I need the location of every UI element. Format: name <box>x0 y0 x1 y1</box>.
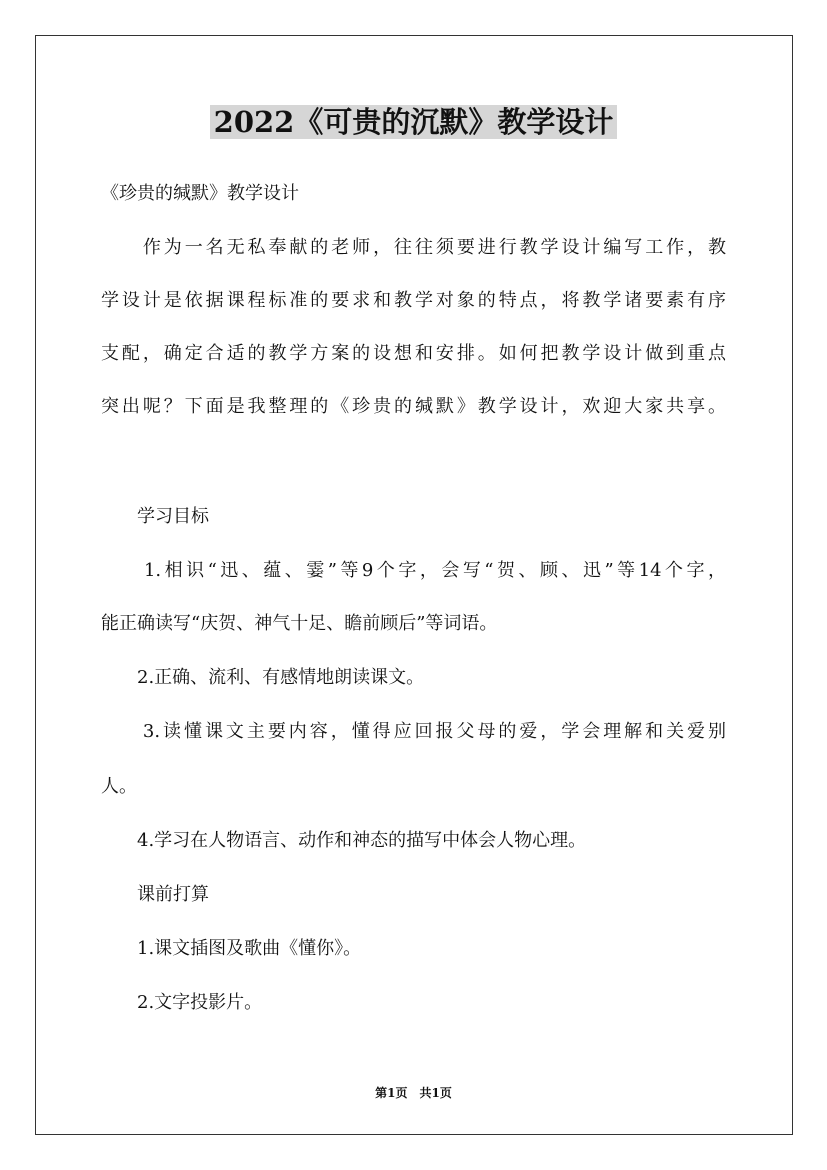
prep-item-1: 1.课文插图及歌曲《懂你》。 <box>101 938 362 959</box>
goal-3-line-1: 3.读懂课文主要内容，懂得应回报父母的爱，学会理解和关爱别 <box>101 721 726 742</box>
goals-heading: 学习目标 <box>101 506 209 527</box>
intro-line-3: 支配，确定合适的教学方案的设想和安排。如何把教学设计做到重点 <box>101 343 726 364</box>
goal-2: 2.正确、流利、有感情地朗读课文。 <box>101 667 425 688</box>
intro-line-2: 学设计是依据课程标准的要求和教学对象的特点，将教学诸要素有序 <box>101 290 726 311</box>
goal-4: 4.学习在人物语言、动作和神态的描写中体会人物心理。 <box>101 830 587 851</box>
goal-3-line-2: 人。 <box>101 776 137 797</box>
page-footer: 第1页 共1页 <box>375 1086 452 1100</box>
goal-1-line-1: 1.相识“迅、蕴、霎”等9个字，会写“贺、顾、迅”等14个字， <box>101 560 726 581</box>
section-subtitle: 《珍贵的缄默》教学设计 <box>101 183 299 204</box>
document-title: 2022《可贵的沉默》教学设计 <box>0 100 827 144</box>
goal-1-line-2: 能正确读写“庆贺、神气十足、瞻前顾后”等词语。 <box>101 613 498 634</box>
prep-heading: 课前打算 <box>101 884 209 905</box>
prep-item-2: 2.文字投影片。 <box>101 992 263 1013</box>
intro-line-1: 作为一名无私奉献的老师，往往须要进行教学设计编写工作，教 <box>101 237 726 258</box>
intro-line-4: 突出呢？下面是我整理的《珍贵的缄默》教学设计，欢迎大家共享。 <box>101 396 726 417</box>
